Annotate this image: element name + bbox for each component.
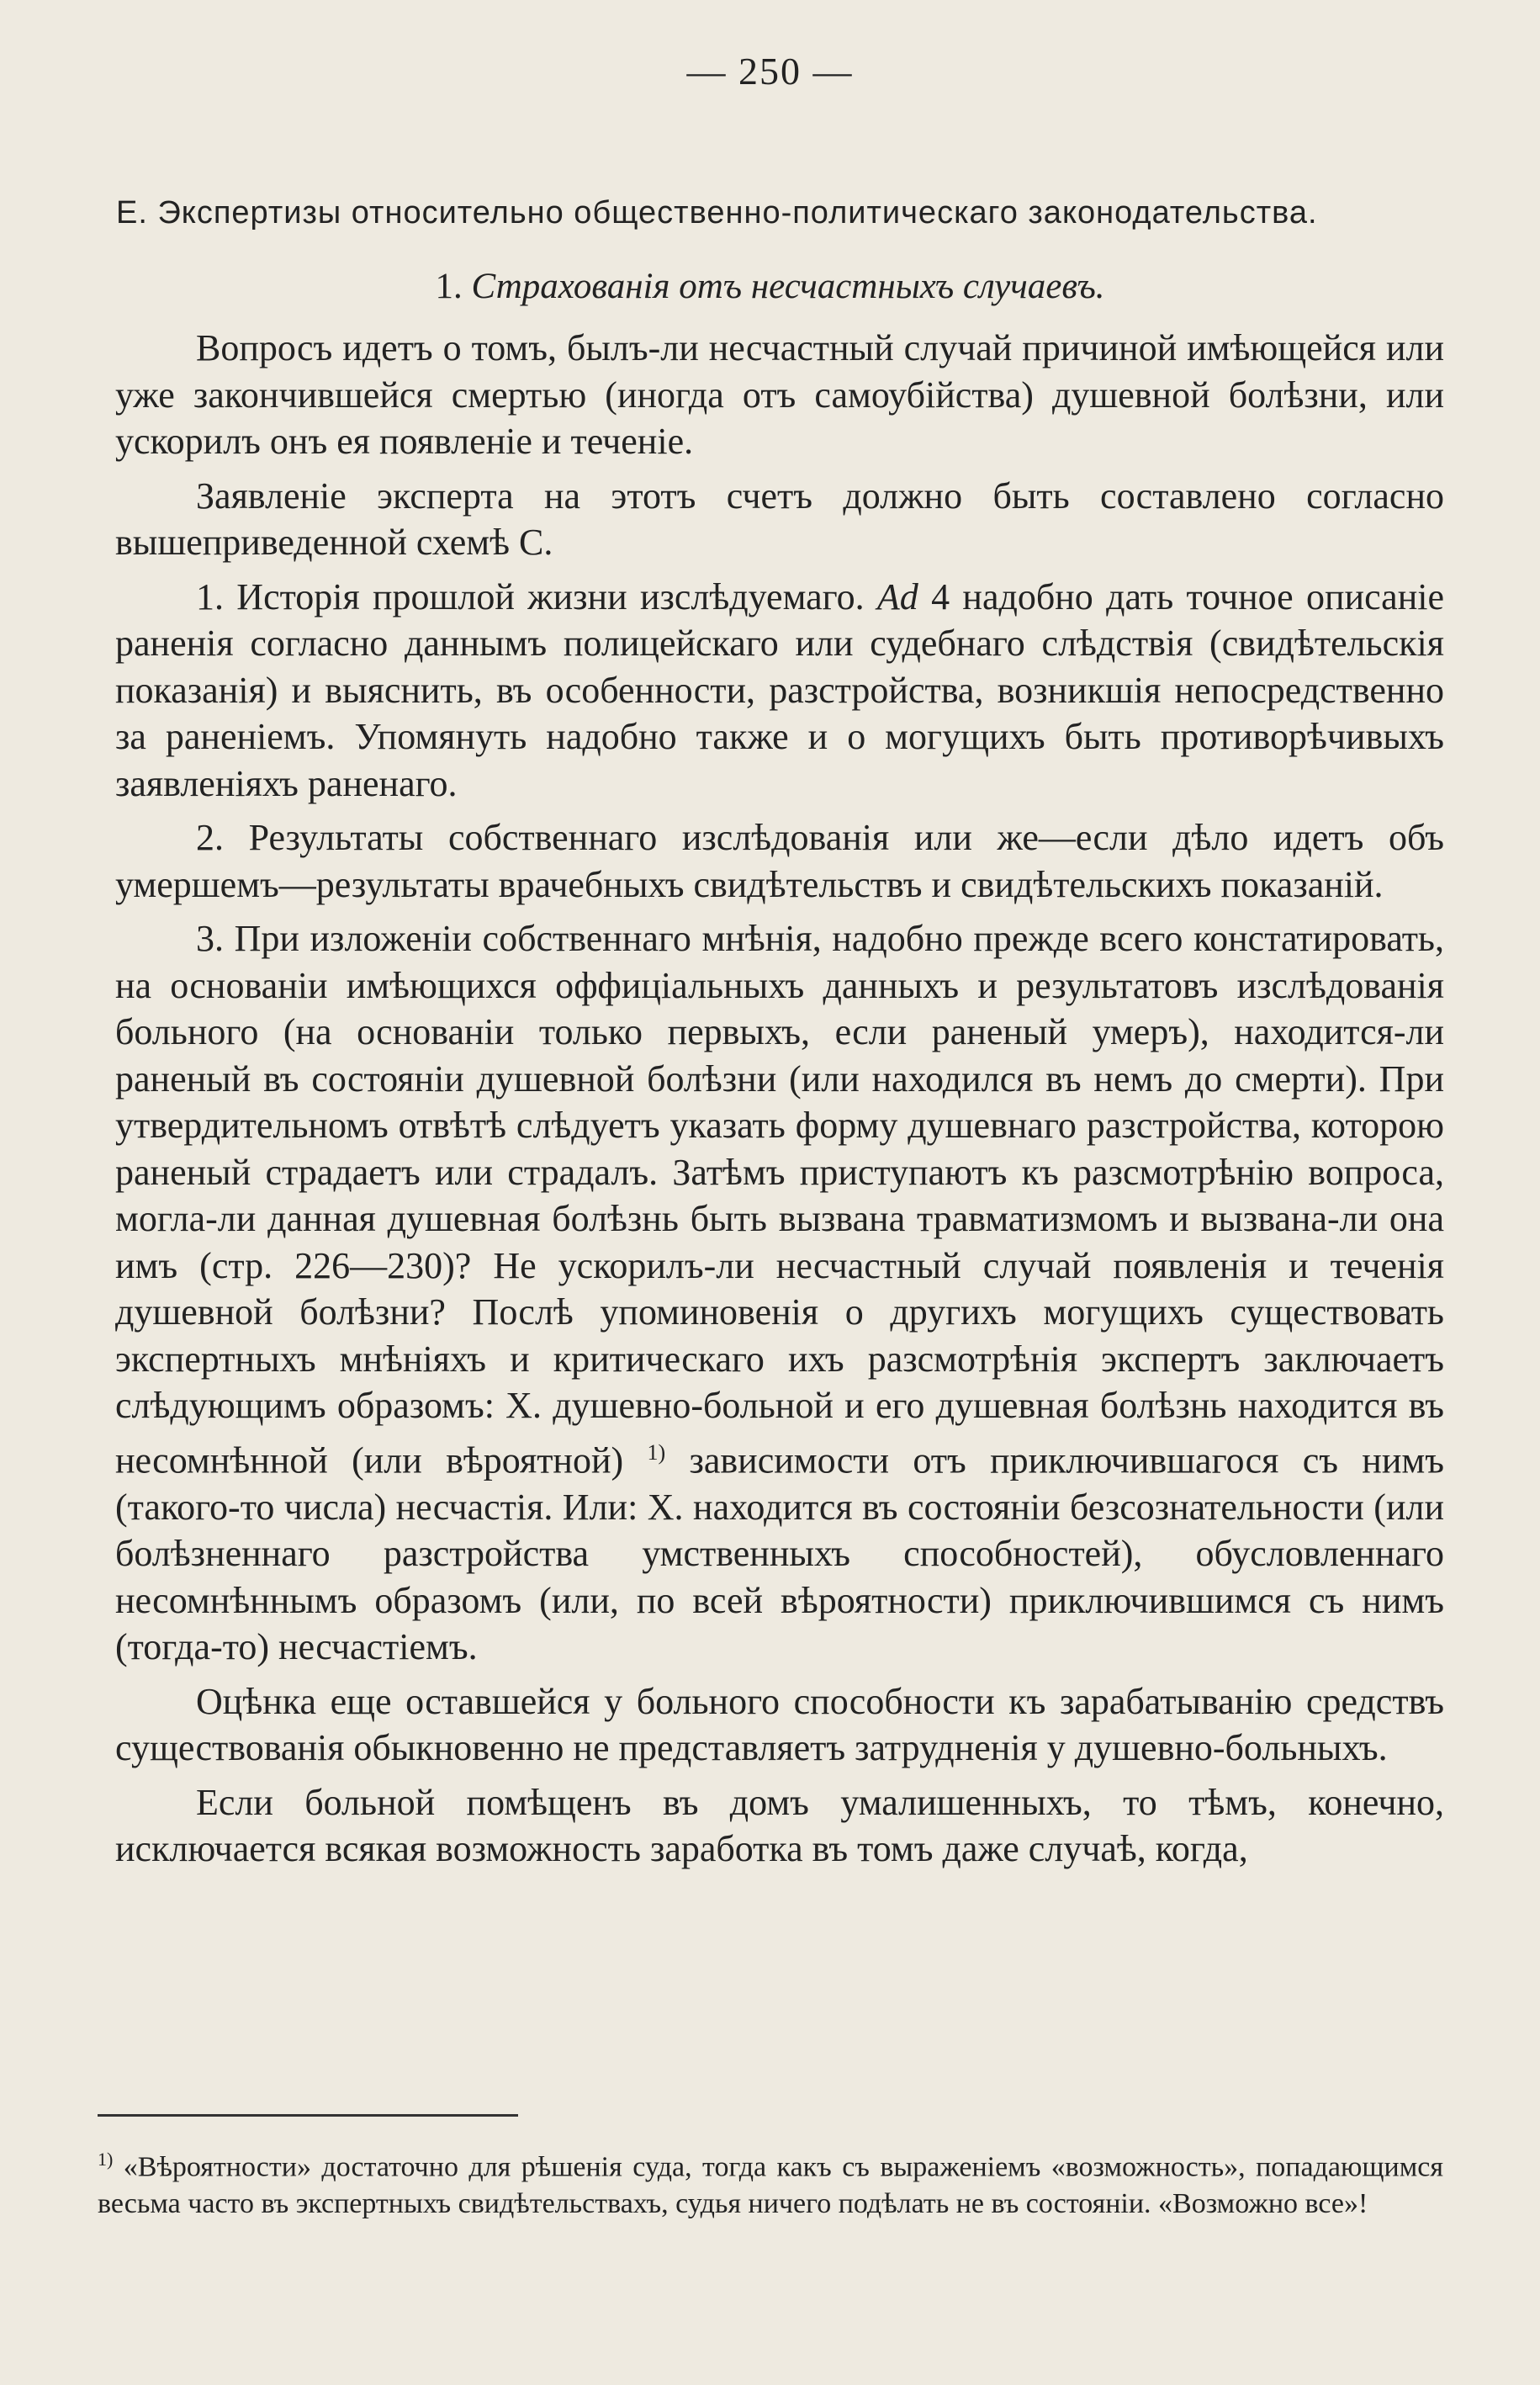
section-heading: Е. Экспертизы относительно общественно-политическаго законодательства. (116, 195, 1318, 231)
paragraph: 2. Результаты собственнаго изслѣдованія или же—если дѣло идетъ объ умершемъ—результаты врачебныхъ свидѣтельствъ и свидѣтельскихъ показаній. (115, 817, 1444, 905)
paragraph-text: 3. При изложеніи собственнаго мнѣнія, надобно прежде всего констатировать, на основаніи имѣющихся оффиціальныхъ данныхъ и результатовъ изслѣдованія больного (на основаніи только первыхъ, если раненый умеръ), находится-ли раненый въ состояніи душевной болѣзни (или находился въ немъ до смерти). При утвердительномъ отвѣтѣ слѣдуетъ указать форму душевнаго разстройства, которою раненый страдаетъ или страдалъ. Затѣмъ приступаютъ къ разсмотрѣнію вопроса, могла-ли данная душевная болѣзнь быть вызвана травматизмомъ и вызвана-ли она имъ (стр. 226—230)? Не ускорилъ-ли несчастный случай появленія и теченія душевной болѣзни? Послѣ упоминовенія о другихъ могущихъ существовать экспертныхъ мнѣніяхъ и критическаго ихъ разсмотрѣнія экспертъ заключаетъ слѣдующимъ образомъ: X. душевно-больной и его душевная болѣзнь находится въ несомнѣнной (или вѣроятной) (115, 918, 1444, 1481)
footnote-marker: 1) (647, 1439, 666, 1465)
paragraph: Если больной помѣщенъ въ домъ умалишенныхъ, то тѣмъ, конечно, исключается всякая возможность заработка въ томъ даже случаѣ, когда, (115, 1781, 1444, 1870)
footnote-text: «Вѣроятности» достаточно для рѣшенія суда, тогда какъ съ выраженіемъ «возможность», попадающимся весьма часто въ экспертныхъ свидѣтельствахъ, судья ничего подѣлать не въ состояніи. «Возможно все»! (98, 2151, 1443, 2220)
paragraph: Вопросъ идетъ о томъ, былъ-ли несчастный случай причиной имѣющейся или уже закончившейся смертью (иногда отъ самоубійства) душевной болѣзни, или ускорилъ онъ ея появленіе и теченіе. (115, 327, 1444, 462)
paragraph-text: 4 надобно дать точное описаніе раненія согласно даннымъ полицейскаго или судебнаго слѣдствія (свидѣтельскія показанія) и выяснить, въ особенности, разстройства, возникшія непосредственно за раненіемъ. Упомянуть надобно также и о могущихъ быть противорѣчивыхъ заявленіяхъ раненаго. (115, 575, 1444, 804)
subheading-title: Страхованія отъ несчастныхъ случаевъ. (471, 267, 1105, 306)
paragraph (115, 915, 1444, 1678)
ad-reference: Ad (876, 575, 918, 617)
subheading-number: 1. (435, 267, 463, 306)
paragraph: Оцѣнка еще оставшейся у больного способности къ зарабатыванію средствъ существованія обыкновенно не представляетъ затрудненія у душевно-больныхъ. (115, 1680, 1444, 1769)
paragraph-text: зависимости отъ приключившагося съ нимъ (такого-то числа) несчастія. Или: X. находится въ состояніи безсознательности (или болѣзненнаго разстройства умственныхъ способностей), обусловленнаго несомнѣннымъ образомъ (или, по всей вѣроятности) приключившимся съ нимъ (тогда-то) несчастіемъ. (115, 1439, 1444, 1668)
paragraph-text: 1. Исторія прошлой жизни изслѣдуемаго. (196, 575, 877, 617)
footnote (98, 2141, 1443, 2223)
page-number: — 250 — (686, 50, 854, 93)
subheading (0, 266, 1540, 307)
footnote-rule (98, 2114, 518, 2117)
footnote-number: 1) (98, 2149, 114, 2170)
paragraph (115, 574, 1444, 815)
paragraph: Заявленіе эксперта на этотъ счетъ должно быть составлено согласно вышеприведенной схемѣ С. (115, 474, 1444, 563)
body-text (115, 325, 1444, 1880)
